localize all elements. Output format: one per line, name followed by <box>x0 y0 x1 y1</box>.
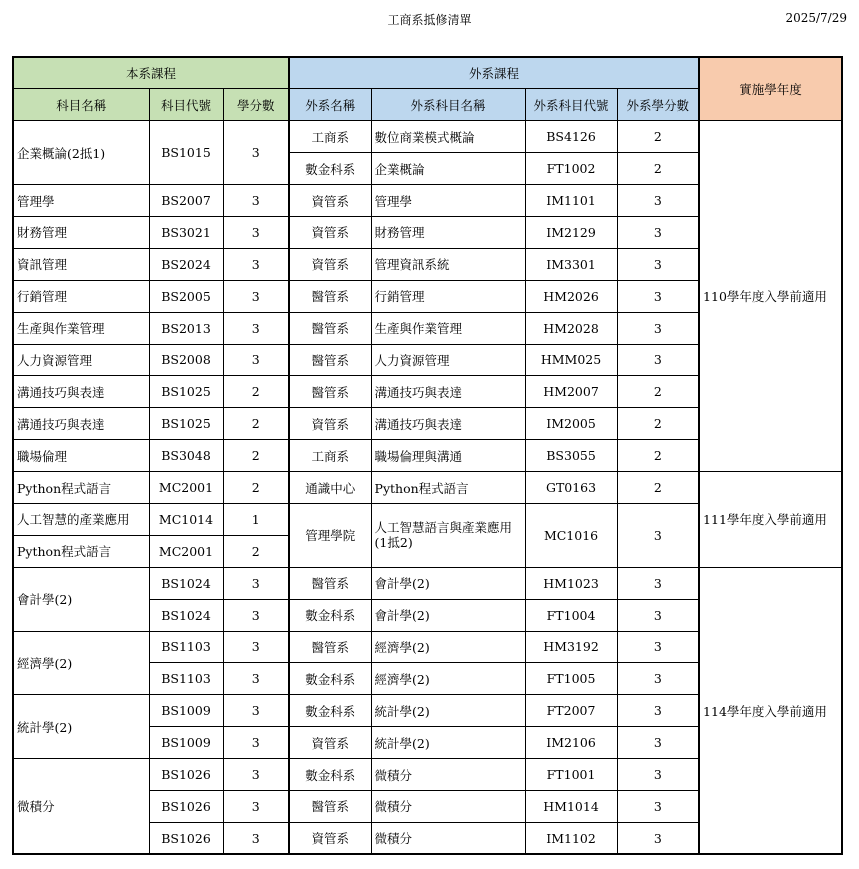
home-courses-header: 本系課程 <box>13 57 289 89</box>
foreign-course-code: IM3301 <box>525 248 617 280</box>
foreign-course-code: IM2106 <box>525 727 617 759</box>
foreign-dept: 數金科系 <box>289 153 371 185</box>
course-credit: 3 <box>223 121 289 185</box>
foreign-course-credit: 3 <box>617 631 699 663</box>
foreign-course-name: 會計學(2) <box>371 599 525 631</box>
foreign-dept: 管理學院 <box>289 503 371 567</box>
foreign-course-code: HM2007 <box>525 376 617 408</box>
foreign-course-code: IM1102 <box>525 822 617 854</box>
foreign-course-name: 企業概論 <box>371 153 525 185</box>
foreign-dept: 資管系 <box>289 408 371 440</box>
course-credit: 3 <box>223 248 289 280</box>
col-header-name: 科目名稱 <box>13 89 149 121</box>
course-code: BS1009 <box>149 727 223 759</box>
course-name: 生產與作業管理 <box>13 312 149 344</box>
foreign-course-credit: 3 <box>617 759 699 791</box>
foreign-course-credit: 3 <box>617 790 699 822</box>
course-credit: 3 <box>223 631 289 663</box>
table-row <box>13 121 842 153</box>
course-credit: 2 <box>223 535 289 567</box>
course-code: BS1026 <box>149 822 223 854</box>
foreign-course-credit: 3 <box>617 280 699 312</box>
foreign-course-credit: 3 <box>617 599 699 631</box>
course-name: 財務管理 <box>13 216 149 248</box>
course-code: BS2024 <box>149 248 223 280</box>
course-code: BS2008 <box>149 344 223 376</box>
col-header-foreign-name: 外系科目名稱 <box>371 89 525 121</box>
foreign-dept: 醫管系 <box>289 312 371 344</box>
course-credit: 3 <box>223 185 289 217</box>
course-code: BS3048 <box>149 440 223 472</box>
table-row <box>13 567 842 599</box>
foreign-course-credit: 3 <box>617 727 699 759</box>
course-code: MC2001 <box>149 472 223 504</box>
foreign-course-name: 統計學(2) <box>371 695 525 727</box>
course-code: BS1009 <box>149 695 223 727</box>
col-header-code: 科目代號 <box>149 89 223 121</box>
foreign-course-credit: 3 <box>617 663 699 695</box>
course-substitution-table <box>12 56 843 855</box>
course-credit: 2 <box>223 472 289 504</box>
course-credit: 3 <box>223 599 289 631</box>
foreign-course-code: FT1004 <box>525 599 617 631</box>
course-name: Python程式語言 <box>13 535 149 567</box>
foreign-course-credit: 2 <box>617 153 699 185</box>
foreign-dept: 醫管系 <box>289 790 371 822</box>
foreign-dept: 數金科系 <box>289 599 371 631</box>
foreign-dept: 資管系 <box>289 248 371 280</box>
foreign-course-name: 財務管理 <box>371 216 525 248</box>
foreign-dept: 醫管系 <box>289 567 371 599</box>
foreign-dept: 醫管系 <box>289 280 371 312</box>
course-code: MC1014 <box>149 503 223 535</box>
course-code: BS1026 <box>149 759 223 791</box>
col-header-credit: 學分數 <box>223 89 289 121</box>
col-header-dept: 外系名稱 <box>289 89 371 121</box>
document-title: 工商系抵修清單 <box>387 13 472 27</box>
course-code: BS2013 <box>149 312 223 344</box>
course-code: BS1103 <box>149 631 223 663</box>
foreign-course-name: 微積分 <box>371 759 525 791</box>
foreign-course-name: 人工智慧語言與產業應用(1抵2) <box>371 503 525 567</box>
foreign-course-code: GT0163 <box>525 472 617 504</box>
foreign-course-name: 行銷管理 <box>371 280 525 312</box>
course-code: BS1024 <box>149 599 223 631</box>
course-name: 統計學(2) <box>13 695 149 759</box>
foreign-course-code: HM2028 <box>525 312 617 344</box>
foreign-course-code: FT1002 <box>525 153 617 185</box>
course-name: 行銷管理 <box>13 280 149 312</box>
foreign-course-credit: 3 <box>617 822 699 854</box>
foreign-course-name: Python程式語言 <box>371 472 525 504</box>
foreign-dept: 資管系 <box>289 727 371 759</box>
foreign-dept: 醫管系 <box>289 344 371 376</box>
foreign-course-credit: 2 <box>617 440 699 472</box>
foreign-course-code: HM3192 <box>525 631 617 663</box>
course-code: BS1103 <box>149 663 223 695</box>
foreign-dept: 醫管系 <box>289 631 371 663</box>
foreign-course-code: IM2129 <box>525 216 617 248</box>
course-name: 管理學 <box>13 185 149 217</box>
foreign-course-code: FT1001 <box>525 759 617 791</box>
course-code: BS1026 <box>149 790 223 822</box>
applicable-year: 114學年度入學前適用 <box>699 567 842 854</box>
course-code: BS1025 <box>149 376 223 408</box>
course-name: 人力資源管理 <box>13 344 149 376</box>
document-date: 2025/7/29 <box>785 11 847 25</box>
foreign-course-credit: 3 <box>617 248 699 280</box>
applicable-year: 110學年度入學前適用 <box>699 121 842 472</box>
course-code: BS1024 <box>149 567 223 599</box>
foreign-course-name: 統計學(2) <box>371 727 525 759</box>
foreign-course-code: FT2007 <box>525 695 617 727</box>
foreign-course-credit: 3 <box>617 695 699 727</box>
course-name: 企業概論(2抵1) <box>13 121 149 185</box>
foreign-dept: 醫管系 <box>289 376 371 408</box>
course-credit: 3 <box>223 344 289 376</box>
course-credit: 3 <box>223 312 289 344</box>
course-credit: 2 <box>223 440 289 472</box>
foreign-course-credit: 2 <box>617 376 699 408</box>
course-credit: 3 <box>223 727 289 759</box>
table-row <box>13 472 842 504</box>
year-header: 實施學年度 <box>699 57 842 121</box>
foreign-course-code: BS3055 <box>525 440 617 472</box>
foreign-course-name: 微積分 <box>371 790 525 822</box>
course-name: 微積分 <box>13 759 149 855</box>
foreign-course-name: 經濟學(2) <box>371 631 525 663</box>
foreign-course-name: 生產與作業管理 <box>371 312 525 344</box>
course-credit: 3 <box>223 759 289 791</box>
foreign-course-credit: 2 <box>617 121 699 153</box>
course-code: BS2005 <box>149 280 223 312</box>
foreign-course-name: 數位商業模式概論 <box>371 121 525 153</box>
foreign-course-name: 管理學 <box>371 185 525 217</box>
foreign-course-code: IM2005 <box>525 408 617 440</box>
course-name: 會計學(2) <box>13 567 149 631</box>
foreign-course-name: 溝通技巧與表達 <box>371 376 525 408</box>
foreign-course-credit: 3 <box>617 344 699 376</box>
course-credit: 3 <box>223 822 289 854</box>
foreign-dept: 資管系 <box>289 822 371 854</box>
foreign-course-code: HM1023 <box>525 567 617 599</box>
foreign-dept: 工商系 <box>289 121 371 153</box>
course-credit: 3 <box>223 216 289 248</box>
course-name: 資訊管理 <box>13 248 149 280</box>
foreign-dept: 資管系 <box>289 185 371 217</box>
foreign-dept: 通識中心 <box>289 472 371 504</box>
foreign-dept: 資管系 <box>289 216 371 248</box>
course-name: Python程式語言 <box>13 472 149 504</box>
course-code: BS2007 <box>149 185 223 217</box>
foreign-course-credit: 3 <box>617 185 699 217</box>
course-name: 溝通技巧與表達 <box>13 408 149 440</box>
course-credit: 3 <box>223 790 289 822</box>
foreign-course-code: BS4126 <box>525 121 617 153</box>
course-code: BS3021 <box>149 216 223 248</box>
foreign-course-name: 經濟學(2) <box>371 663 525 695</box>
foreign-dept: 數金科系 <box>289 695 371 727</box>
applicable-year: 111學年度入學前適用 <box>699 472 842 568</box>
foreign-course-credit: 2 <box>617 408 699 440</box>
course-credit: 3 <box>223 663 289 695</box>
foreign-course-name: 溝通技巧與表達 <box>371 408 525 440</box>
course-name: 人工智慧的產業應用 <box>13 503 149 535</box>
foreign-course-code: MC1016 <box>525 503 617 567</box>
course-name: 溝通技巧與表達 <box>13 376 149 408</box>
course-credit: 2 <box>223 376 289 408</box>
course-name: 經濟學(2) <box>13 631 149 695</box>
foreign-course-name: 人力資源管理 <box>371 344 525 376</box>
course-code: BS1025 <box>149 408 223 440</box>
foreign-course-code: IM1101 <box>525 185 617 217</box>
foreign-course-code: FT1005 <box>525 663 617 695</box>
course-code: MC2001 <box>149 535 223 567</box>
foreign-course-name: 會計學(2) <box>371 567 525 599</box>
course-credit: 2 <box>223 408 289 440</box>
course-name: 職場倫理 <box>13 440 149 472</box>
course-credit: 1 <box>223 503 289 535</box>
foreign-course-code: HM1014 <box>525 790 617 822</box>
foreign-dept: 數金科系 <box>289 759 371 791</box>
foreign-courses-header: 外系課程 <box>289 57 699 89</box>
course-credit: 3 <box>223 695 289 727</box>
foreign-course-credit: 3 <box>617 312 699 344</box>
foreign-course-credit: 3 <box>617 503 699 567</box>
foreign-course-credit: 2 <box>617 472 699 504</box>
foreign-dept: 數金科系 <box>289 663 371 695</box>
course-credit: 3 <box>223 280 289 312</box>
foreign-course-name: 管理資訊系統 <box>371 248 525 280</box>
course-code: BS1015 <box>149 121 223 185</box>
course-credit: 3 <box>223 567 289 599</box>
foreign-course-credit: 3 <box>617 216 699 248</box>
foreign-course-name: 微積分 <box>371 822 525 854</box>
foreign-course-code: HMM025 <box>525 344 617 376</box>
foreign-course-code: HM2026 <box>525 280 617 312</box>
foreign-dept: 工商系 <box>289 440 371 472</box>
foreign-course-credit: 3 <box>617 567 699 599</box>
col-header-foreign-code: 外系科目代號 <box>525 89 617 121</box>
foreign-course-name: 職場倫理與溝通 <box>371 440 525 472</box>
col-header-foreign-credit: 外系學分數 <box>617 89 699 121</box>
